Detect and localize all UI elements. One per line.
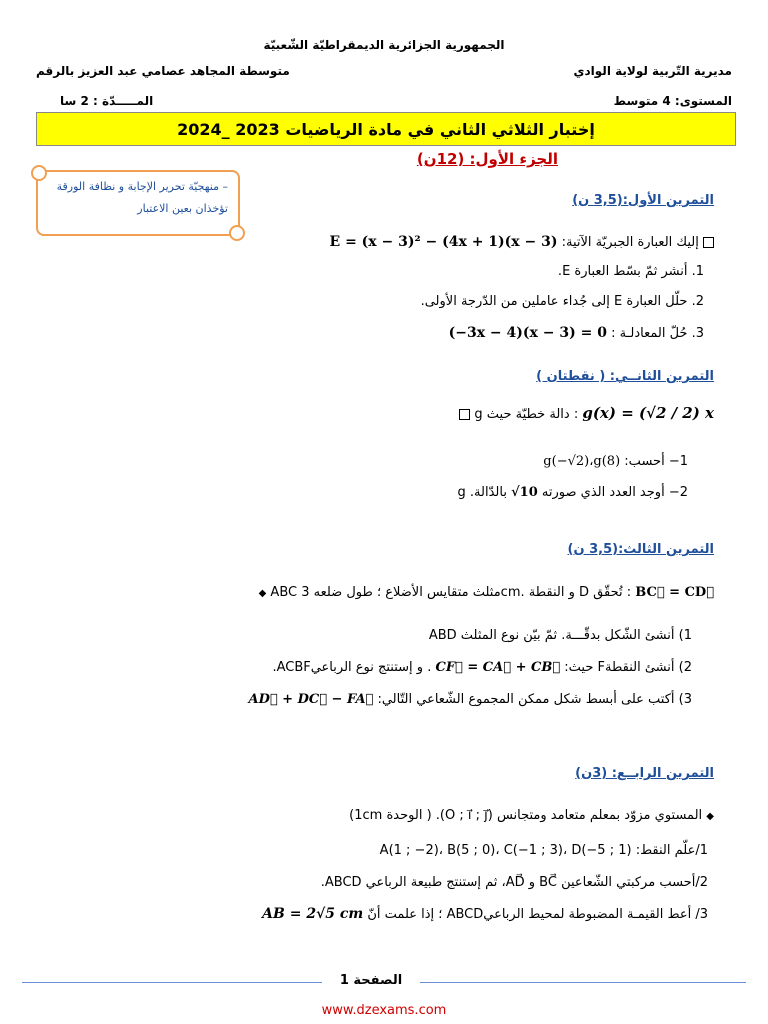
q3-text: 3. حُلّ المعادلـة : [611, 326, 704, 341]
exercise-4-heading: التمرين الرابــع: (3ن) [575, 766, 714, 781]
footer-rule-right [420, 982, 746, 983]
function-g: g(x) = (√2 / 2) x [582, 404, 714, 422]
page-number: الصفحة 1 [339, 973, 403, 988]
q2-vector: CF⃗ = CA⃗ + CB⃗ [435, 660, 561, 675]
checkbox-icon [703, 237, 714, 248]
exercise-2-q2 [308, 485, 688, 500]
exercise-1-q2: 2. حلّل العبارة E إلى جُداء عاملين من الدّرجة الأولى. [420, 294, 704, 309]
exercise-1-q1: 1. أنشر ثمّ بسّط العبارة E. [557, 264, 704, 279]
presentation-note [36, 170, 240, 236]
q3-text: 3) أكتب على أبسط شكل ممكن المجموع الشّعاعي التّالي: [377, 692, 692, 707]
q3-text: 3/ أعط القيمـة المضبوطة لمحيط الرباعيABCD ؛ إذا علمت أنّ [367, 907, 708, 922]
exercise-4-intro [194, 808, 714, 823]
intro-text: g دالة خطيّة حيث : [474, 407, 579, 422]
website-url[interactable]: www.dzexams.com [321, 1003, 447, 1018]
part-one-heading: الجزء الأول: (12ن) [416, 150, 558, 168]
q3-vector: AD⃗ + DC⃗ − FA⃗ [248, 692, 374, 707]
equation: (−3x − 4)(x − 3) = 0 [448, 325, 607, 341]
exam-title-bar [36, 112, 736, 146]
q2-end: . و إستنتج نوع الرباعيACBF. [272, 660, 432, 675]
vector-equation: BC⃗ = CD⃗ [635, 585, 714, 600]
exercise-1-heading: التمرين الأول:(3,5 ن) [572, 193, 714, 208]
footer-rule-left [22, 982, 322, 983]
duration: المـــــدّة : 2 سا [60, 94, 154, 108]
intro-text: المستوي مزوّد بمعلم متعامد ومتجانس (O ; i⃗ ; j⃗). ( الوحدة 1cm) [349, 808, 703, 823]
exercise-3-q3 [132, 692, 692, 707]
checkbox-icon [459, 409, 470, 420]
directorate: مديرية التّربية لولاية الوادي [573, 64, 732, 78]
q1-text: 1− أحسب: [624, 454, 688, 469]
exercise-2-intro [354, 404, 714, 422]
exercise-1-q3 [284, 325, 704, 341]
exercise-4-q2: 2/أحسب مركبتي الشّعاعين BC⃗ و AD⃗، ثم إستنتج طبيعة الرباعي ABCD. [320, 875, 708, 890]
intro-text: إليك العبارة الجبريّة الآتية: [561, 235, 699, 250]
expression-e: E = (x − 3)² − (4x + 1)(x − 3) [329, 234, 558, 250]
exercise-3-q1: 1) أنشئ الشّكل بدقّـــة. ثمّ بيّن نوع المثلث ABD [428, 628, 692, 643]
exercise-1-intro [234, 234, 714, 250]
scroll-curl-icon [31, 165, 47, 181]
exercise-2-heading: التمرين الثانــي: ( نقطتان ) [536, 369, 714, 384]
exercise-3-heading: التمرين الثالث:(3,5 ن) [567, 542, 714, 557]
exercise-4-q3 [68, 906, 708, 922]
exam-title: إختبار الثلاثي الثاني في مادة الرياضيات 2023 _2024 [177, 119, 595, 139]
q1-expr: g(−√2)،g(8) [543, 454, 621, 469]
level: المستوى: 4 متوسط [613, 94, 732, 108]
q2-number: √10 [511, 485, 538, 500]
ab-length: AB = 2√5 cm [262, 906, 364, 922]
republic-header: الجمهورية الجزائرية الديمقراطيّة الشّعبيّة [263, 38, 505, 52]
exercise-3-q2 [172, 660, 692, 675]
diamond-bullet-icon: ◆ [706, 811, 714, 822]
diamond-bullet-icon: ◆ [258, 588, 267, 599]
exercise-4-q1: 1/علّم النقط: A(1 ; −2)، B(5 ; 0)، C(−1 ; 3)، D(−5 ; 1) [379, 843, 708, 858]
note-text: – منهجيّة تحرير الإجابة و نظافة الورقة تؤخذان بعين الاعتبار [56, 180, 228, 215]
q2-end: بالدّالة. g [457, 485, 507, 500]
exercise-2-q1 [388, 454, 688, 469]
intro-text: ABC مثلث متقايس الأضلاع ؛ طول ضلعه 3cm. و النقطة D تُحقّق : [270, 585, 632, 600]
q2-text: 2) أنشئ النقطةF حيث: [564, 660, 692, 675]
exercise-3-intro [54, 585, 714, 600]
q2-text: 2− أوجد العدد الذي صورته [541, 485, 688, 500]
school-name: متوسطة المجاهد عصامي عبد العزيز بالرقم [36, 64, 290, 78]
